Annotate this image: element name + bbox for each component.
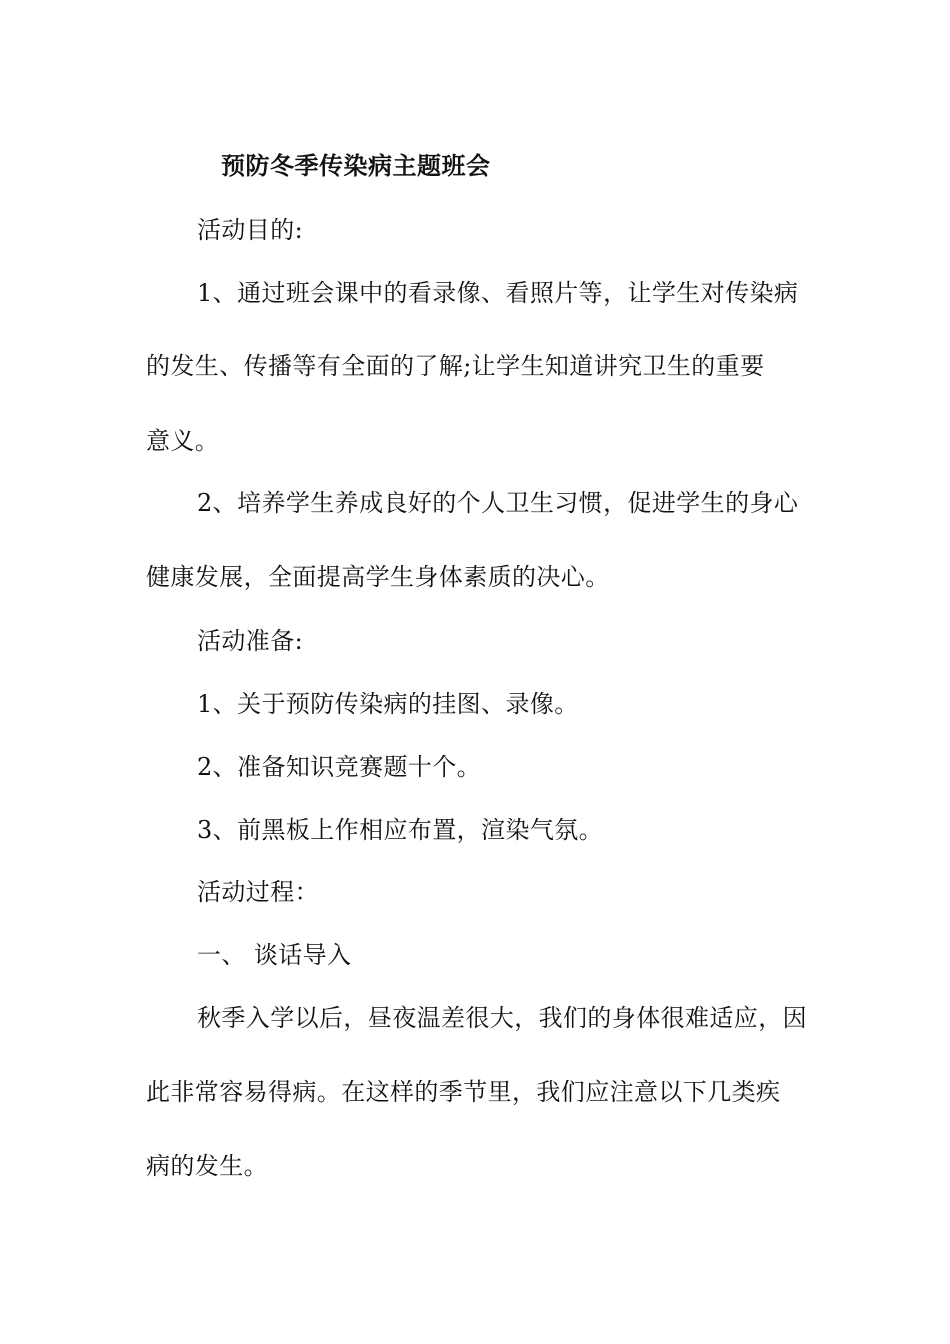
paragraph-line: 意义。	[146, 427, 220, 455]
paragraph-line: 此非常容易得病。在这样的季节里，我们应注意以下几类疾	[146, 1078, 781, 1106]
list-item: 1、关于预防传染病的挂图、录像。	[197, 690, 579, 718]
list-item: 2、准备知识竞赛题十个。	[197, 753, 482, 781]
paragraph-line: 病的发生。	[146, 1152, 268, 1180]
section-heading: 一、 谈话导入	[197, 941, 352, 969]
document-title: 预防冬季传染病主题班会	[221, 151, 491, 180]
paragraph-line: 的发生、传播等有全面的了解;让学生知道讲究卫生的重要	[146, 352, 765, 380]
paragraph-line: 2、培养学生养成良好的个人卫生习惯，促进学生的身心	[197, 489, 799, 517]
list-item: 3、前黑板上作相应布置，渲染气氛。	[197, 816, 604, 844]
heading-activity-purpose: 活动目的:	[197, 216, 304, 244]
paragraph-line: 健康发展，全面提高学生身体素质的决心。	[146, 563, 610, 591]
paragraph-line: 秋季入学以后，昼夜温差很大，我们的身体很难适应，因	[197, 1004, 807, 1032]
heading-activity-process: 活动过程：	[197, 878, 319, 906]
paragraph-line: 1、通过班会课中的看录像、看照片等，让学生对传染病	[197, 279, 799, 307]
heading-activity-preparation: 活动准备:	[197, 627, 304, 655]
